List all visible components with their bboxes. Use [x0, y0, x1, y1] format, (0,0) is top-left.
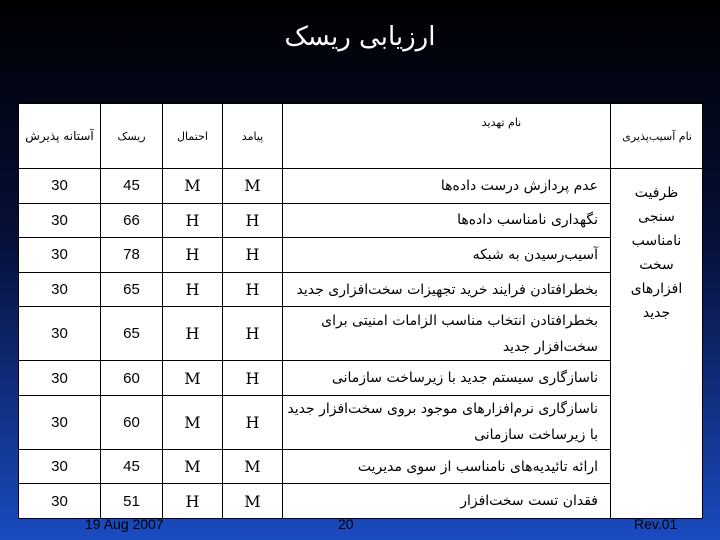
footer-page-number: 20 — [338, 516, 354, 532]
threat-cell: بخطرافتادن انتخاب مناسب الزامات امنیتی برای سخت‌افزار جدید — [283, 307, 611, 361]
header-impact: پیامد — [223, 104, 283, 169]
risk-cell: 45 — [101, 169, 163, 204]
threat-cell: ارائه تائیدیه‌های نامناسب از سوی مدیریت — [283, 449, 611, 484]
risk-cell: 60 — [101, 395, 163, 449]
probability-cell: H — [163, 238, 223, 273]
table-row — [19, 272, 703, 307]
footer-revision: Rev.01 — [634, 516, 678, 532]
header-probability: احتمال — [163, 104, 223, 169]
table-row — [19, 307, 703, 361]
impact-cell: H — [223, 238, 283, 273]
threat-cell: فقدان تست سخت‌افزار — [283, 484, 611, 519]
acceptance-cell: 30 — [19, 203, 101, 238]
header-risk: ریسک — [101, 104, 163, 169]
table-row — [19, 361, 703, 396]
threat-cell: آسیب‌رسیدن به شبکه — [283, 238, 611, 273]
threat-cell: عدم پردازش درست داده‌ها — [283, 169, 611, 204]
acceptance-cell: 30 — [19, 169, 101, 204]
probability-cell: H — [163, 203, 223, 238]
probability-cell: H — [163, 484, 223, 519]
threat-cell: بخطرافتادن فرایند خرید تجهیزات سخت‌افزاری جدید — [283, 272, 611, 307]
probability-cell: H — [163, 272, 223, 307]
probability-cell: M — [163, 361, 223, 396]
table-row — [19, 203, 703, 238]
acceptance-cell: 30 — [19, 307, 101, 361]
probability-cell: M — [163, 395, 223, 449]
acceptance-cell: 30 — [19, 361, 101, 396]
impact-cell: H — [223, 307, 283, 361]
threat-cell: ناسازگاری نرم‌افزارهای موجود بروی سخت‌افزار جدید با زیرساخت سازمانی — [283, 395, 611, 449]
slide-title: ارزیابی ریسک — [284, 22, 436, 52]
probability-cell: M — [163, 169, 223, 204]
risk-table — [18, 103, 703, 519]
acceptance-cell: 30 — [19, 238, 101, 273]
risk-cell: 51 — [101, 484, 163, 519]
probability-cell: M — [163, 449, 223, 484]
table-header-row — [19, 104, 703, 169]
threat-cell: نگهداری نامناسب داده‌ها — [283, 203, 611, 238]
probability-cell: H — [163, 307, 223, 361]
risk-cell: 65 — [101, 272, 163, 307]
impact-cell: M — [223, 449, 283, 484]
risk-cell: 66 — [101, 203, 163, 238]
acceptance-cell: 30 — [19, 272, 101, 307]
risk-cell: 78 — [101, 238, 163, 273]
asset-cell: ظرفیت سنجی نامناسب سخت افزارهای جدید — [611, 169, 703, 519]
impact-cell: H — [223, 203, 283, 238]
impact-cell: M — [223, 484, 283, 519]
acceptance-cell: 30 — [19, 449, 101, 484]
risk-cell: 60 — [101, 361, 163, 396]
impact-cell: M — [223, 169, 283, 204]
header-acceptance: آستانه پذیرش — [19, 104, 101, 169]
table-row — [19, 395, 703, 449]
table-row — [19, 449, 703, 484]
table-row — [19, 169, 703, 204]
impact-cell: H — [223, 272, 283, 307]
footer-date: 19 Aug 2007 — [85, 516, 164, 532]
impact-cell: H — [223, 395, 283, 449]
table-row — [19, 238, 703, 273]
impact-cell: H — [223, 361, 283, 396]
acceptance-cell: 30 — [19, 484, 101, 519]
table-row — [19, 484, 703, 519]
header-threat: نام تهدید — [283, 104, 611, 169]
threat-cell: ناسازگاری سیستم جدید با زیرساخت سازمانی — [283, 361, 611, 396]
header-asset: نام آسیب‌پذیری — [611, 104, 703, 169]
acceptance-cell: 30 — [19, 395, 101, 449]
risk-cell: 45 — [101, 449, 163, 484]
risk-cell: 65 — [101, 307, 163, 361]
